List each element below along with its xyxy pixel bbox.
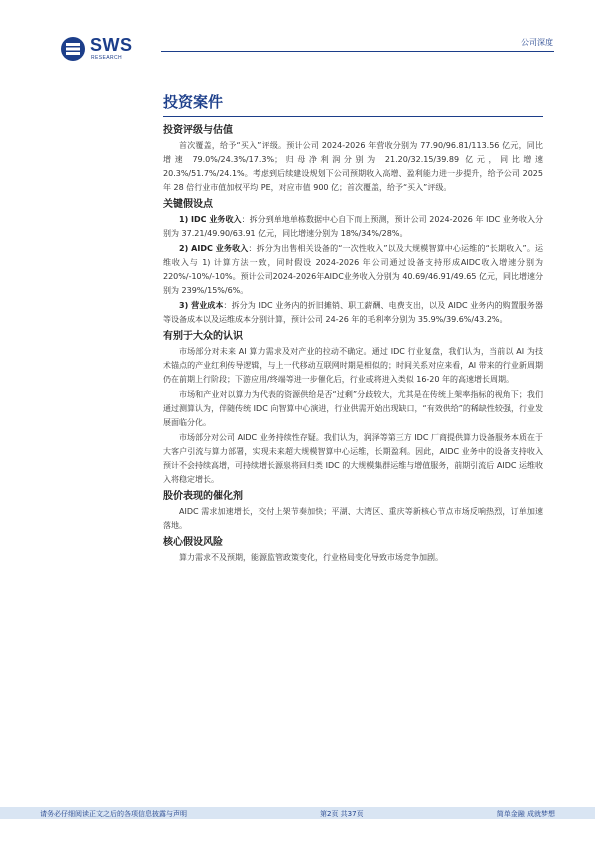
paragraph-lead: 3) 营业成本 [179,301,224,310]
section-heading: 投资评级与估值 [163,125,233,136]
paragraph-text: 市场部分对未来 AI 算力需求及对产业的拉动不确定。通过 IDC 行业复盘，我们认为，当前以 AI 为技术锚点的产业红利传导逻辑，与上一代移动互联网时期是相似的；时间关系对应来看，AI 带来的行业新周期仍在前期上行阶段；下游应用/终端等进一步催化后，行业或将进入类似 16-20 年的高速增长周期。 [163,347,543,384]
paragraph-text: AIDC 需求加速增长，交付上架节奏加快；平湖、大湾区、重庆等新核心节点市场反响热烈，订单加速落地。 [163,507,543,530]
paragraph-text: ：拆分为出售相关设备的“一次性收入”以及大规模智算中心运维的“长期收入”。运维收入与 1) 计算方法一致，同时假设 2024-2026 年公司通过设备支持形成AIDC收入增速分别为 220%/-10%/-10%。预计公司2024-2026年AIDC业务收入分别为 40.69/46.91/49.65 亿元，同比增速分别为 239%/15%/6%。 [163,244,543,295]
section-heading: 核心假设风险 [163,537,223,548]
paragraph-text: ：拆分为 IDC 业务内的折旧摊销、职工薪酬、电费支出，以及 AIDC 业务内的购置服务器等设备成本以及运维成本分别计算，预计公司 24-26 年的毛利率分别为 35.9%/39.6%/43.2%。 [163,301,543,324]
title-divider [163,116,543,117]
paragraph-lead: 2) AIDC 业务收入 [179,244,249,253]
section-paragraph [163,139,543,195]
section-paragraph [163,299,543,327]
footer-slogan: 简单金融 成就梦想 [496,810,555,818]
section-paragraph [163,551,543,565]
logo-subtext: RESEARCH [91,55,122,61]
section-paragraph [163,505,543,533]
paragraph-text: 市场部分对公司 AIDC 业务持续性存疑。我们认为，润泽等第三方 IDC 厂商提供算力设备服务本质在于大客户引流与算力部署，实现未来超大规模智算中心运维，长期盈利。因此，AIDC 业务中的设备支持收入预计不会持续高增，可持续增长源泉将回归类 IDC 的大规模集群运维与增值服务，前期引流后 AIDC 运维收入将稳定增长。 [163,433,543,484]
sws-logo-icon [60,36,86,62]
section-paragraph [163,242,543,298]
page-title: 投资案件 [163,93,224,111]
footer-page-number: 第2页 共37页 [320,810,364,818]
paragraph-text: 算力需求不及预期，能源监管政策变化，行业格局变化导致市场竞争加剧。 [179,553,443,562]
paragraph-text: 市场和产业对以算力为代表的资源供给是否“过剩”分歧较大，尤其是在传统上架率指标的视角下；我们通过测算认为，伴随传统 IDC 向智算中心演进，行业供需开始出现缺口，“有效供给”的稀缺性较强，行业发展面临分化。 [163,390,543,427]
company-logo [60,34,145,64]
section-paragraph [163,388,543,430]
paragraph-text: ：拆分到单地单栋数据中心自下而上预测，预计公司 2024-2026 年 IDC 业务收入分别为 37.21/49.90/63.91 亿元，同比增速分别为 18%/34%/28%。 [163,215,543,238]
paragraph-lead: 1) IDC 业务收入 [179,215,242,224]
sections-container [163,123,543,565]
report-type-label: 公司深度 [521,38,553,47]
paragraph-text: 首次覆盖，给予“买入”评级。预计公司 2024-2026 年营收分别为 77.90/96.81/113.56 亿元，同比增速 79.0%/24.3%/17.3%；归母净利润分别为 21.20/32.15/39.89 亿元，同比增速 20.3%/51.7%/24.1%。考虑到后续建设规划下公司预期收入高增、盈利能力进一步提升，给予公司 2025 年 28 倍行业市值加权平均 PE，对应市值 900 亿；首次覆盖，给予“买入”评级。 [163,141,543,192]
section-heading: 关键假设点 [163,199,213,210]
logo-text: SWS [90,35,133,55]
section-paragraph [163,431,543,487]
section-paragraph [163,345,543,387]
section-heading: 股价表现的催化剂 [163,491,243,502]
section-paragraph [163,213,543,241]
footer-disclaimer: 请务必仔细阅读正文之后的各项信息披露与声明 [40,810,187,818]
main-content [163,91,543,566]
header-divider [161,51,554,52]
section-heading: 有别于大众的认识 [163,331,243,342]
